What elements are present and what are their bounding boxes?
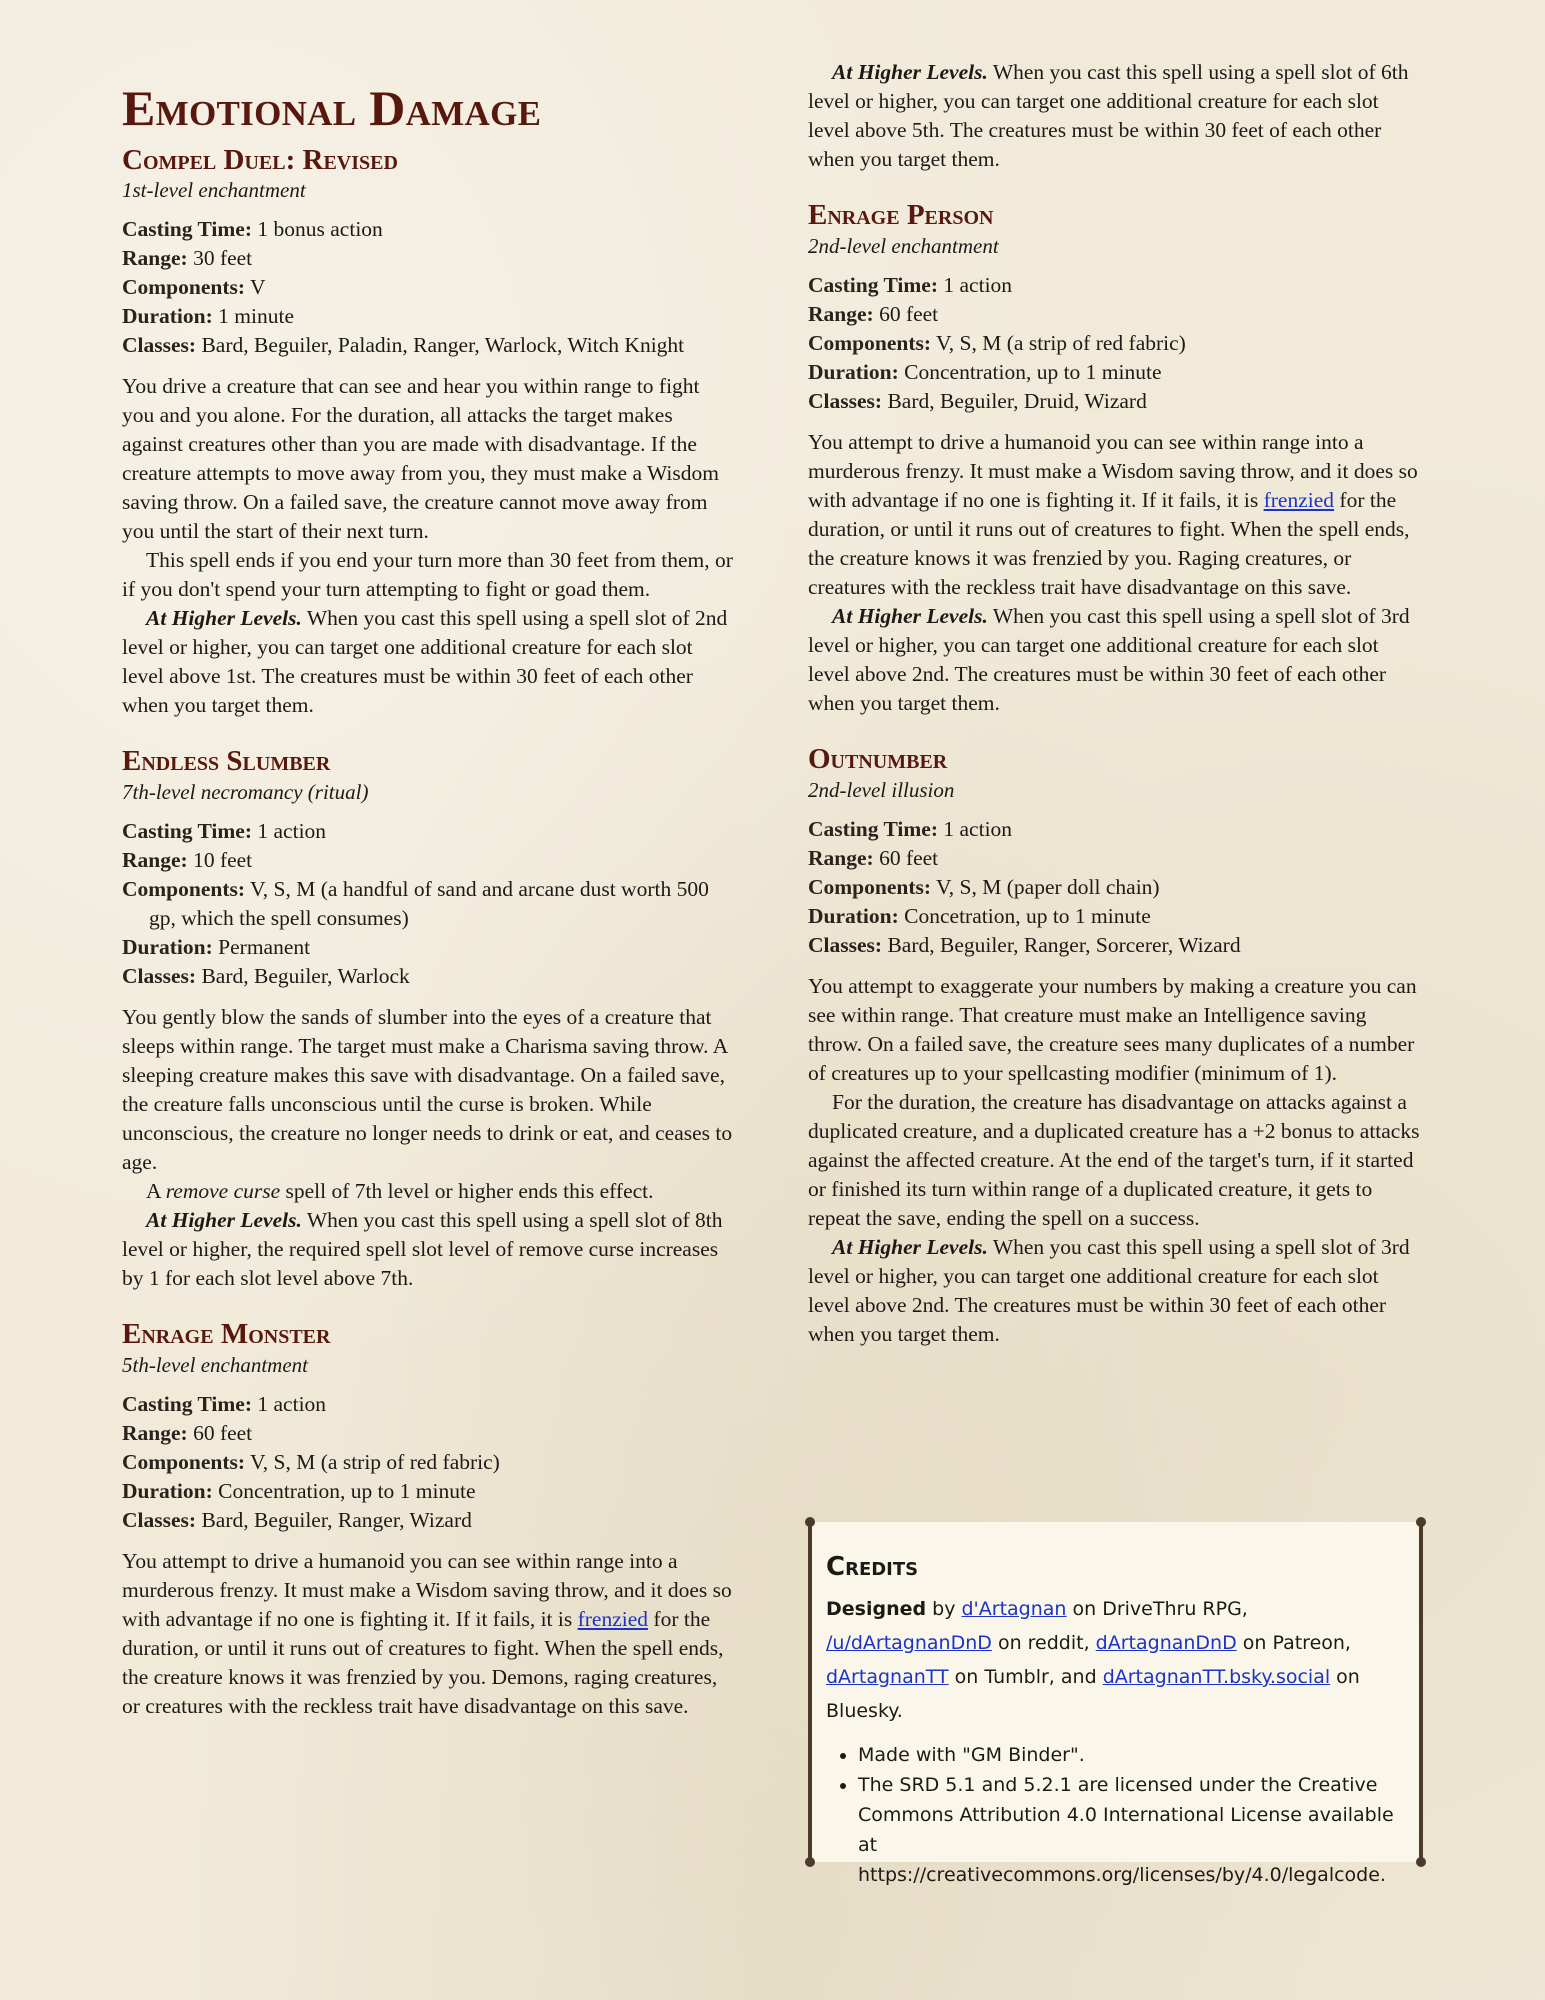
higher-levels-text: When you cast this spell using a spell slot of 8th level or higher, the required spell slot level of remove curse increases by 1 for each slot level above 7th. [122, 1208, 723, 1291]
stat-duration [122, 933, 737, 962]
stat-label: Components: [122, 1450, 246, 1475]
spell-description [808, 428, 1423, 602]
credits-text-part: by [926, 1598, 962, 1620]
stat-label: Classes: [122, 333, 197, 358]
higher-levels-text: When you cast this spell using a spell slot of 3rd level or higher, you can target one additional creature for each slot level above 2nd. The creatures must be within 30 feet of each other when you target them. [808, 603, 1410, 715]
higher-levels-text: When you cast this spell using a spell slot of 6th level or higher, you can target one additional creature for each slot level above 5th. The creatures must be within 30 feet of each other when you target them. [808, 60, 1409, 171]
credits-text [826, 1592, 1397, 1728]
spell-stats [122, 1390, 737, 1535]
stat-components [122, 1448, 737, 1477]
spell-description: You drive a creature that can see and hear you within range to fight you and you alone. For the duration, all attacks the target makes against creatures other than you are made with disadvantage. If the creature attempts to move away from you, they must make a Wisdom saving throw. On a failed save, the creature cannot move away from you until the start of their next turn. [122, 374, 719, 544]
stat-label: Components: [122, 275, 246, 300]
stat-value: Bard, Beguiler, Ranger, Sorcerer, Wizard [887, 932, 1241, 957]
stat-range [122, 244, 737, 273]
stat-value: V, S, M (a handful of sand and arcane dust worth 500 gp, which the spell consumes) [149, 877, 709, 931]
stat-value: V, S, M (a strip of red fabric) [250, 1450, 500, 1475]
stat-value: 60 feet [879, 845, 939, 870]
stat-value: V, S, M (a strip of red fabric) [936, 330, 1186, 355]
stat-label: Range: [808, 301, 874, 326]
credits-text-part: on DriveThru RPG, [1066, 1598, 1248, 1620]
stat-value: 1 action [943, 816, 1013, 841]
stat-label: Duration: [122, 1479, 213, 1504]
spell-type: 5th-level enchantment [122, 1353, 309, 1378]
frenzied-link[interactable]: frenzied [1263, 487, 1335, 512]
spell-type: 7th-level necromancy (ritual) [122, 780, 369, 805]
document-title: Emotional Damage [122, 80, 542, 136]
spell-description: You attempt to exaggerate your numbers by making a creature you can see within range. That creature must make an Intelligence saving throw. On a failed save, the creature sees many duplicates of a number of creatures up to your spellcasting modifier (minimum of 1). [808, 973, 1417, 1085]
corner-ornament [805, 1857, 815, 1867]
spell-name: Enrage Monster [122, 1318, 331, 1351]
bluesky-link[interactable]: dArtagnanTT.bsky.social [1102, 1666, 1331, 1688]
spell-higher-levels [808, 58, 1423, 174]
description-text: You attempt to drive a humanoid you can see within range into a murderous frenzy. It must make a Wisdom saving throw, and it does so with advantage if no one is fighting it. If it fails, it is [808, 429, 1418, 512]
stat-casting-time [808, 815, 1423, 844]
reddit-link[interactable]: /u/dArtagnanDnD [826, 1632, 992, 1654]
stat-label: Duration: [122, 935, 213, 960]
stat-value: 1 bonus action [257, 217, 383, 242]
stat-label: Casting Time: [808, 272, 939, 297]
stat-label: Duration: [808, 359, 899, 384]
credits-box [808, 1522, 1423, 1886]
higher-levels-label: At Higher Levels. [146, 606, 302, 631]
higher-levels-text: When you cast this spell using a spell slot of 3rd level or higher, you can target one additional creature for each slot level above 2nd. The creatures must be within 30 feet of each other when you target them. [808, 1234, 1410, 1346]
stat-value: Concentration, up to 1 minute [218, 1479, 476, 1504]
stat-label: Classes: [122, 1508, 197, 1533]
stat-range [808, 844, 1423, 873]
frenzied-link[interactable]: frenzied [577, 1607, 649, 1632]
stat-label: Range: [122, 1421, 188, 1446]
stat-value: Permanent [218, 935, 311, 960]
spell-description: This spell ends if you end your turn more than 30 feet from them, or if you don't spend your turn attempting to fight or goad them. [122, 548, 733, 602]
spell-name: Outnumber [808, 742, 948, 775]
spell-compel-duel [122, 145, 737, 721]
stat-label: Components: [808, 874, 932, 899]
left-column [122, 58, 737, 1747]
description-text: You attempt to drive a humanoid you can see within range into a murderous frenzy. It must make a Wisdom saving throw, and it does so with advantage if no one is fighting it. If it fails, it is [122, 1549, 732, 1632]
stat-casting-time [122, 215, 737, 244]
spell-reference: remove curse [165, 1179, 281, 1204]
spell-outnumber [808, 744, 1423, 1349]
stat-label: Range: [122, 848, 188, 873]
corner-ornament [1416, 1517, 1426, 1527]
stat-casting-time [808, 271, 1423, 300]
corner-ornament [805, 1517, 815, 1527]
stat-label: Duration: [122, 304, 213, 329]
spell-stats [122, 817, 737, 991]
spell-type: 2nd-level illusion [808, 777, 955, 802]
stat-classes [122, 1506, 737, 1535]
stat-classes [122, 331, 737, 360]
spell-endless-slumber [122, 746, 737, 1293]
stat-value: 1 minute [218, 304, 294, 329]
spell-type: 1st-level enchantment [122, 178, 306, 203]
spell-higher-levels [122, 1206, 737, 1293]
spell-description [122, 1547, 737, 1721]
spell-description: For the duration, the creature has disadvantage on attacks against a duplicated creature, and a duplicated creature has a +2 bonus to attacks against the affected creature. At the end of the target's turn, if it started or finished its turn within range of a duplicated creature, it gets to repeat the save, ending the spell on a success. [808, 1089, 1420, 1230]
stat-label: Classes: [122, 964, 197, 989]
credits-designed-label: Designed [826, 1598, 927, 1620]
stat-value: 1 action [257, 819, 327, 844]
stat-value: Bard, Beguiler, Warlock [201, 964, 410, 989]
spell-stats [808, 815, 1423, 960]
description-text: for the duration, or until it runs out of creatures to fight. When the spell ends, the creature knows it was frenzied by you. Demons, raging creatures, or creatures with the reckless trait have disadvantage on this save. [122, 1607, 724, 1719]
spell-description: You gently blow the sands of slumber into the eyes of a creature that sleeps within range. The target must make a Charisma saving throw. A sleeping creature makes this save with disadvantage. On a failed save, the creature falls unconscious until the curse is broken. While unconscious, the creature no longer needs to drink or eat, and ceases to age. [122, 1005, 733, 1175]
spell-name: Compel Duel: Revised [122, 143, 398, 176]
list-item: • Made with "GM Binder". [858, 1740, 1397, 1770]
spell-enrage-monster [122, 1319, 737, 1721]
stat-value: 10 feet [193, 848, 253, 873]
stat-duration [808, 358, 1423, 387]
stat-value: Bard, Beguiler, Druid, Wizard [887, 388, 1147, 413]
description-text: for the duration, or until it runs out of creatures to fight. When the spell ends, the creature knows it was frenzied by you. Raging creatures, or creatures with the reckless trait have disadvantage on this save. [808, 487, 1410, 599]
credits-text-part: on Bluesky. [826, 1666, 1360, 1722]
stat-label: Classes: [808, 932, 883, 957]
spell-enrage-person [808, 200, 1423, 718]
stat-value: Concentration, up to 1 minute [904, 359, 1162, 384]
stat-components [122, 273, 737, 302]
credits-text-part: on Tumblr, and [948, 1666, 1103, 1688]
description-text: A [146, 1179, 166, 1204]
stat-components [808, 873, 1423, 902]
stat-label: Casting Time: [122, 819, 253, 844]
stat-label: Range: [808, 845, 874, 870]
stat-label: Duration: [808, 903, 899, 928]
list-item: • The SRD 5.1 and 5.2.1 are licensed under the Creative Commons Attribution 4.0 International License available at https://creativecommons.org/licenses/by/4.0/legalcode. [858, 1770, 1397, 1890]
patreon-link[interactable]: dArtagnanDnD [1095, 1632, 1237, 1654]
spell-stats [808, 271, 1423, 416]
stat-duration [808, 902, 1423, 931]
stat-classes [808, 931, 1423, 960]
stat-classes [808, 387, 1423, 416]
spell-type: 2nd-level enchantment [808, 233, 999, 258]
stat-value: V, S, M (paper doll chain) [936, 874, 1160, 899]
stat-value: V [250, 275, 266, 300]
stat-label: Components: [808, 330, 932, 355]
right-column [808, 58, 1423, 1375]
stat-duration [122, 302, 737, 331]
drivethru-link[interactable]: d'Artagnan [961, 1598, 1067, 1620]
higher-levels-label: At Higher Levels. [146, 1208, 302, 1233]
stat-duration [122, 1477, 737, 1506]
stat-label: Casting Time: [122, 1392, 253, 1417]
higher-levels-text: When you cast this spell using a spell slot of 2nd level or higher, you can target one additional creature for each slot level above 1st. The creatures must be within 30 feet of each other when you target them. [122, 606, 728, 718]
stat-value: 30 feet [193, 246, 253, 271]
spell-enrage-monster-continued [808, 58, 1423, 174]
stat-label: Casting Time: [808, 816, 939, 841]
stat-components [808, 329, 1423, 358]
stat-value: Concetration, up to 1 minute [904, 903, 1151, 928]
spell-higher-levels [808, 602, 1423, 718]
tumblr-link[interactable]: dArtagnanTT [826, 1666, 949, 1688]
stat-label: Classes: [808, 388, 883, 413]
stat-value: 1 action [257, 1392, 327, 1417]
credits-text-part: on Patreon, [1236, 1632, 1351, 1654]
stat-range [808, 300, 1423, 329]
higher-levels-label: At Higher Levels. [832, 603, 988, 628]
spell-description [122, 1177, 737, 1206]
higher-levels-label: At Higher Levels. [832, 60, 988, 84]
stat-casting-time [122, 1390, 737, 1419]
stat-value: 1 action [943, 272, 1013, 297]
credits-title: Credits [826, 1552, 919, 1582]
stat-casting-time [122, 817, 737, 846]
stat-value: Bard, Beguiler, Paladin, Ranger, Warlock, Witch Knight [201, 333, 685, 358]
stat-value: Bard, Beguiler, Ranger, Wizard [201, 1508, 472, 1533]
credits-list [826, 1740, 1397, 1890]
stat-label: Range: [122, 246, 188, 271]
spell-higher-levels [122, 604, 737, 720]
spell-higher-levels [808, 1233, 1423, 1349]
stat-label: Casting Time: [122, 217, 253, 242]
corner-ornament [1416, 1857, 1426, 1867]
stat-value: 60 feet [193, 1421, 253, 1446]
spell-name: Enrage Person [808, 199, 994, 231]
stat-label: Components: [122, 877, 246, 902]
spell-stats [122, 215, 737, 360]
credits-text-part: on reddit, [991, 1632, 1096, 1654]
stat-classes [122, 962, 737, 991]
stat-value: 60 feet [879, 301, 939, 326]
stat-range [122, 1419, 737, 1448]
stat-components [122, 875, 737, 933]
spell-name: Endless Slumber [122, 745, 331, 778]
higher-levels-label: At Higher Levels. [832, 1234, 988, 1259]
description-text: spell of 7th level or higher ends this effect. [280, 1179, 654, 1204]
stat-range [122, 846, 737, 875]
